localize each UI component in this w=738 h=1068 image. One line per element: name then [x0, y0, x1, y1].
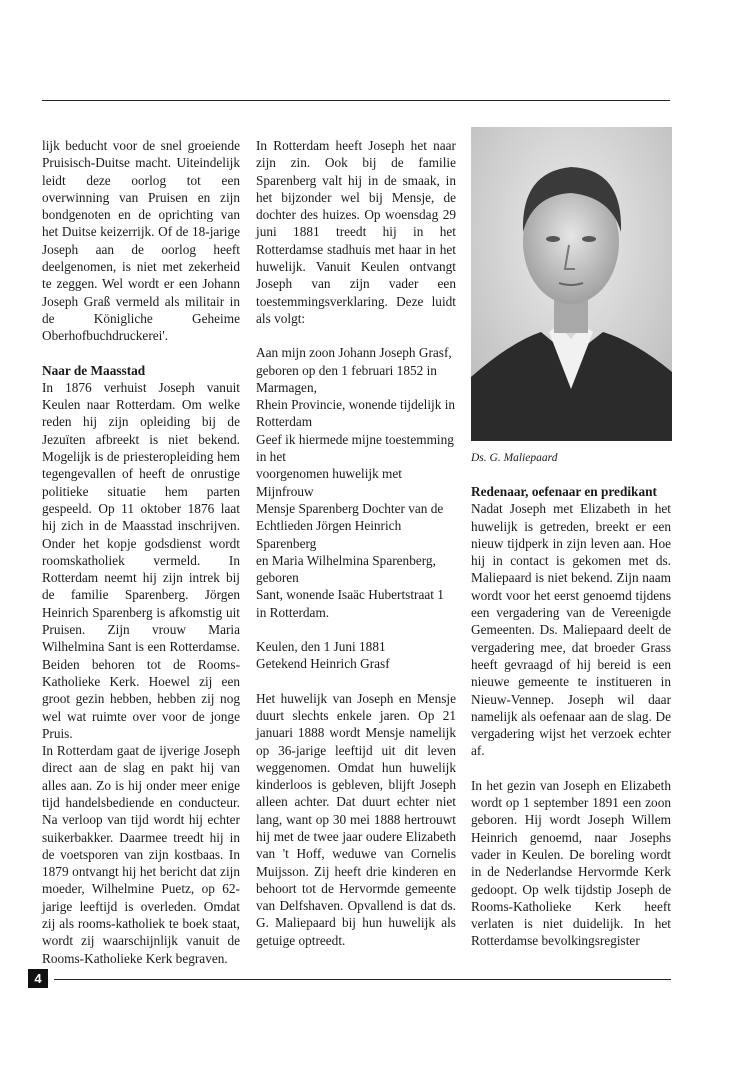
bottom-rule — [54, 979, 671, 980]
paragraph: In het gezin van Joseph en Elizabeth wordt op 1 september 1891 een zoon geboren. Hij wordt Joseph Willem Heinrich genoemd, naar Josephs vader in Keulen. De boreling wordt in de Nederlandse Hervormde Kerk gedoopt. Op welk tijdstip Joseph de Rooms-Katholieke Kerk heeft verlaten is niet duidelijk. In het Rotterdamse bevolkingsregister — [471, 777, 671, 949]
letter-line: voorgenomen huwelijk met Mijnfrouw — [256, 466, 402, 499]
column-middle — [256, 137, 456, 949]
letter-signoff: Keulen, den 1 Juni 1881 — [256, 639, 386, 655]
paragraph: In Rotterdam heeft Joseph het naar zijn zin. Ook bij de familie Sparenberg valt hij in de smaak, in het bijzonder wel bij Mensje, de dochter des huizes. Op woensdag 29 juni 1881 treedt hij in het Rotterdamse stadhuis met haar in het huwelijk. Vanuit Keulen ontvangt Joseph van zijn vader een toestemmingsverklaring. Deze luidt als volgt: — [256, 138, 456, 326]
section-heading: Redenaar, oefenaar en predikant — [471, 484, 657, 499]
letter-line: Mensje Sparenberg Dochter van de — [256, 500, 444, 516]
letter-line: Echtlieden Jörgen Heinrich Sparenberg — [256, 518, 402, 551]
letter-line: Geef ik hiermede mijne toestemming in het — [256, 431, 454, 465]
letter-line: Aan mijn zoon Johann Joseph Grasf, — [256, 345, 452, 361]
paragraph: In 1876 verhuist Joseph vanuit Keulen naar Rotterdam. Om welke reden hij zijn opleiding bij de Jezuïten afbreekt is niet bekend. Mogelijk is de priesteropleiding hem tegengevallen of heeft de onrustige politieke situatie hem parten gespeeld. Op 11 oktober 1876 laat hij zich in de Maasstad inschrijven. Onder het kopje godsdienst wordt roomskatholiek vermeld. In Rotterdam neemt hij zijn intrek bij de familie Sparenberg. Jörgen Heinrich Sparenberg is afkomstig uit Pruisen. Zijn vrouw Maria Wilhelmina Sant is een Rotterdamse. Beiden behoren tot de Rooms-Katholieke Kerk. Hoewel zij een groot gezin hebben, hebben zij nog wel wat ruimte over voor de jonge Pruis. — [42, 379, 240, 741]
paragraph: In Rotterdam gaat de ijverige Joseph direct aan de slag en pakt hij van alles aan. Zo is hij onder meer enige tijd handelsbediende en conducteur. Na verloop van tijd wordt hij echter suikerbakker. Daarmee treedt hij in de voetsporen van zijn kostbaas. In 1879 ontvangt hij het bericht dat zijn moeder, Wilhelmine Puetz, op 62-jarige leeftijd is overleden. Omdat zij als rooms-katholiek te boek staat, wordt zij waarschijnlijk vanuit de Rooms-Katholieke Kerk begraven. — [42, 743, 240, 966]
paragraph: lijk beducht voor de snel groeiende Pruisisch-Duitse macht. Uiteindelijk leidt deze oorlog tot een overwinning van Pruisen en zijn bondgenoten en de oprichting van het Duitse keizerrijk. Of de 18-jarige Joseph aan de oorlog heeft deelgenomen, is niet met zekerheid te zeggen. Wel wordt er een Johann Joseph Graß vermeld als militair in de Königliche Geheime Oberhofbuchdruckerei'. — [42, 138, 240, 344]
column-right — [471, 483, 671, 950]
page-number: 4 — [28, 969, 48, 988]
paragraph: Nadat Joseph met Elizabeth in het huwelijk is getreden, breekt er een nieuw tijdperk in zijn leven aan. Hoe hij in contact is gekomen met ds. Maliepaard is niet bekend. Zijn naam wordt voor het eerst genoemd tijdens een vergadering van de Vereenigde Gemeenten. Ds. Maliepaard deelt de vergadering mee, dat broeder Grass heeft gevraagd of hij bereid is een nieuwe gemeente te institueren in Nieuw-Vennep. Joseph wil daar namelijk als oefenaar aan de slag. De vergadering wijst het verzoek echter af. — [471, 501, 671, 759]
portrait-illustration — [471, 127, 672, 441]
paragraph: Het huwelijk van Joseph en Mensje duurt slechts enkele jaren. Op 21 januari 1888 wordt Mensje namelijk op 36-jarige leeftijd uit dit leven weggenomen. Omdat hun huwelijk kinderloos is gebleven, blijft Joseph alleen achter. Dat duurt echter niet lang, want op 30 mei 1888 hertrouwt hij met de twee jaar oudere Elizabeth van 't Hoff, weduwe van Cornelis Muijsson. Zij heeft drie kinderen en behoort tot de Hervormde gemeente van Delfshaven. Opvallend is dat ds. G. Maliepaard bij hun huwelijk als getuige optreedt. — [256, 690, 456, 948]
letter-line: geboren op den 1 februari 1852 in Marmagen, — [256, 362, 437, 395]
letter-line: Sant, wonende Isaäc Hubertstraat 1 in Rotterdam. — [256, 587, 444, 620]
column-left — [42, 137, 240, 967]
letter-line: Rhein Provincie, wonende tijdelijk in — [256, 397, 456, 413]
photo-caption: Ds. G. Maliepaard — [471, 452, 558, 464]
portrait-photo — [471, 127, 672, 441]
letter-signoff: Getekend Heinrich Grasf — [256, 656, 390, 672]
letter-line: Rotterdam — [256, 414, 313, 430]
section-heading: Naar de Maasstad — [42, 362, 146, 378]
letter-line: en Maria Wilhelmina Sparenberg, geboren — [256, 552, 436, 586]
top-rule — [42, 100, 670, 101]
